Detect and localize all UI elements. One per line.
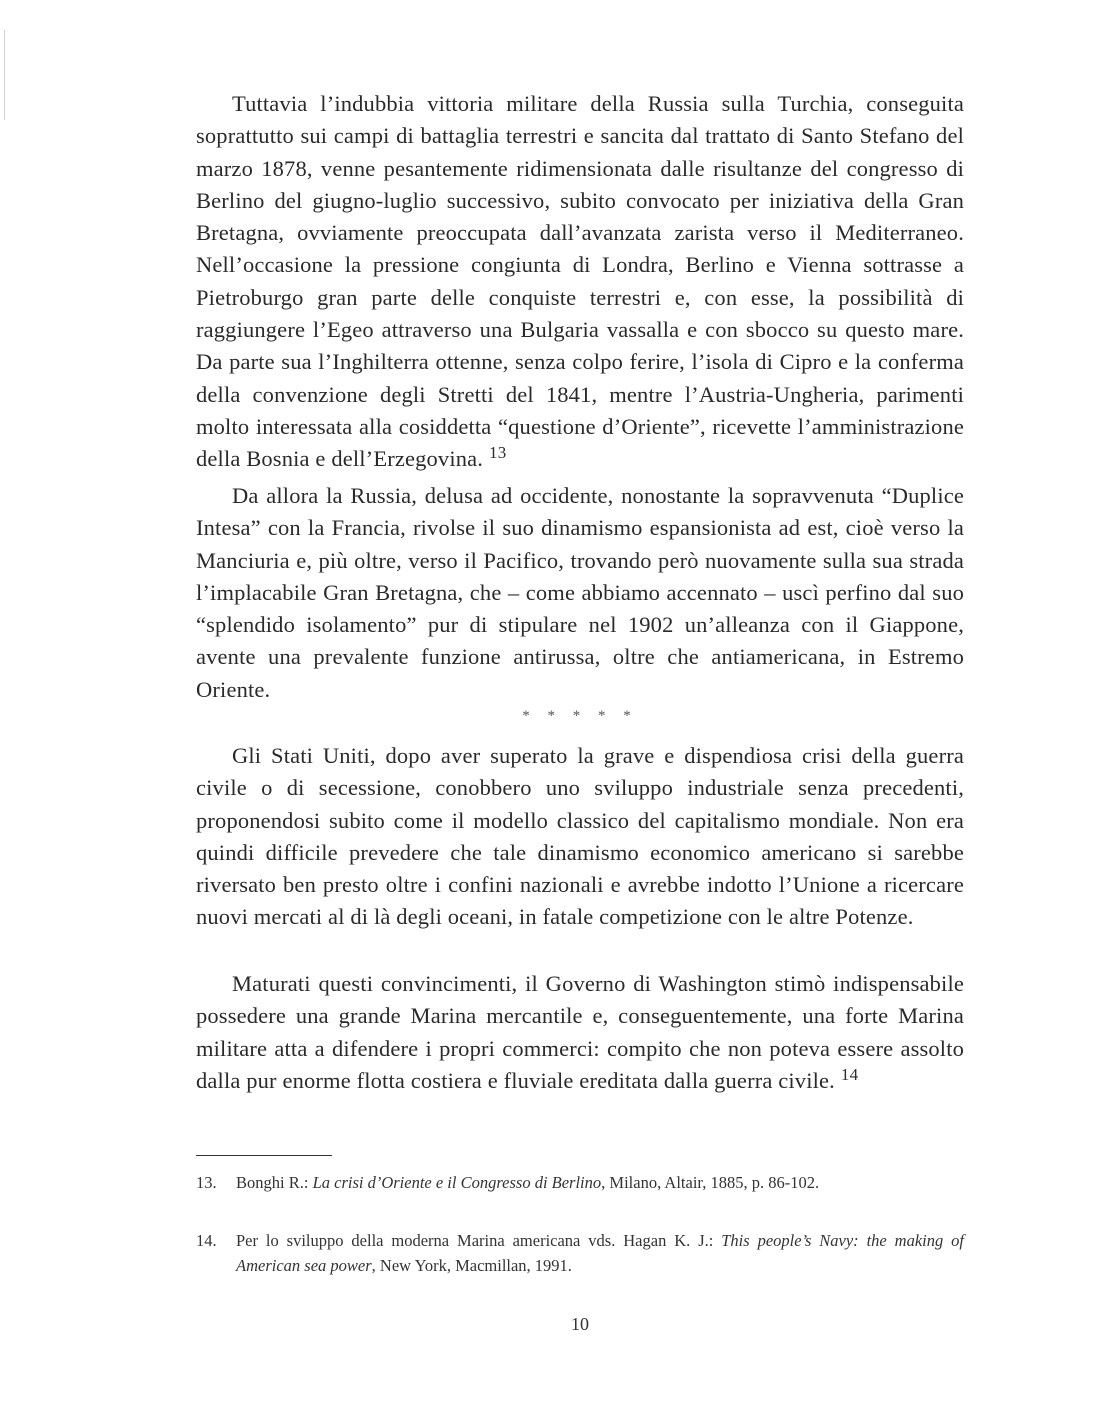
scan-edge-mark: [4, 30, 5, 120]
footnote-number: 14.: [196, 1231, 217, 1250]
paragraph-1: [196, 88, 964, 476]
footnote-14: [196, 1228, 964, 1278]
footnote-title: This people’s Navy: the making of American sea power: [236, 1231, 964, 1275]
page-number: 10: [571, 1314, 589, 1334]
paragraph-4: [196, 968, 964, 1097]
section-separator: * * * * *: [522, 708, 638, 724]
footnote-13: [196, 1170, 964, 1195]
footnote-publication: , New York, Macmillan, 1991.: [371, 1256, 572, 1275]
paragraph-text: Tuttavia l’indubbia vittoria militare della Russia sulla Turchia, conseguita soprattutto sui campi di battaglia terrestri e sancita dal trattato di Santo Stefano del marzo 1878, venne pesantemente ridimensionata dalle risultanze del congresso di Berlino del giugno-luglio successivo, subito convocato per iniziativa della Gran Bretagna, ovviamente preoccupata dall’avanzata zarista verso il Mediterraneo. Nell’occasione la pressione congiunta di Londra, Berlino e Vienna sottrasse a Pietroburgo gran parte delle conquiste terrestri e, con esse, la possibilità di raggiungere l’Egeo attraverso una Bulgaria vassalla e con sbocco su questo mare. Da parte sua l’Inghilterra ottenne, senza colpo ferire, l’isola di Cipro e la conferma della convenzione degli Stretti del 1841, mentre l’Austria-Ungheria, parimenti molto interessata alla cosiddetta “questione d’Oriente”, ricevette l’amministrazione della Bosnia e dell’Erzegovina.: [196, 91, 964, 472]
footnote-publication: , Milano, Altair, 1885, p. 86-102.: [601, 1173, 820, 1192]
footnote-reference[interactable]: 13: [489, 443, 507, 463]
footnote-divider: [196, 1155, 332, 1156]
footnote-reference[interactable]: 14: [840, 1064, 859, 1084]
paragraph-text: Gli Stati Uniti, dopo aver superato la grave e dispendiosa crisi della guerra civile o di secessione, conobbero uno sviluppo industriale senza precedenti, proponendosi subito come il modello classico del capitalismo mondiale. Non era quindi difficile prevedere che tale dinamismo economico americano si sarebbe riversato ben presto oltre i confini nazionali e avrebbe indotto l’Unione a ricercare nuovi mercati al di là degli oceani, in fatale competizione con le altre Potenze.: [196, 743, 964, 930]
footnote-title: La crisi d’Oriente e il Congresso di Berlino: [312, 1173, 602, 1192]
paragraph-2: [196, 480, 964, 706]
paragraph-text: Maturati questi convincimenti, il Governo di Washington stimò indispensabile possedere una grande Marina mercantile e, conseguentemente, una forte Marina militare atta a difendere i propri commerci: compito che non poteva essere assolto dalla pur enorme flotta costiera e fluviale ereditata dalla guerra civile.: [196, 971, 964, 1093]
footnote-number: 13.: [196, 1173, 217, 1192]
footnote-author: Bonghi R.:: [236, 1173, 313, 1192]
paragraph-text: Da allora la Russia, delusa ad occidente, nonostante la sopravvenuta “Duplice Intesa” con la Francia, rivolse il suo dinamismo espansionista ad est, cioè verso la Manciuria e, più oltre, verso il Pacifico, trovando però nuovamente sulla sua strada l’implacabile Gran Bretagna, che – come abbiamo accennato – uscì perfino dal suo “splendido isolamento” pur di stipulare nel 1902 un’alleanza con il Giappone, avente una prevalente funzione antirussa, oltre che antiamericana, in Estremo Oriente.: [196, 483, 964, 702]
footnote-author: Per lo sviluppo della moderna Marina americana vds. Hagan K. J.:: [236, 1231, 722, 1250]
paragraph-3: [196, 740, 964, 934]
